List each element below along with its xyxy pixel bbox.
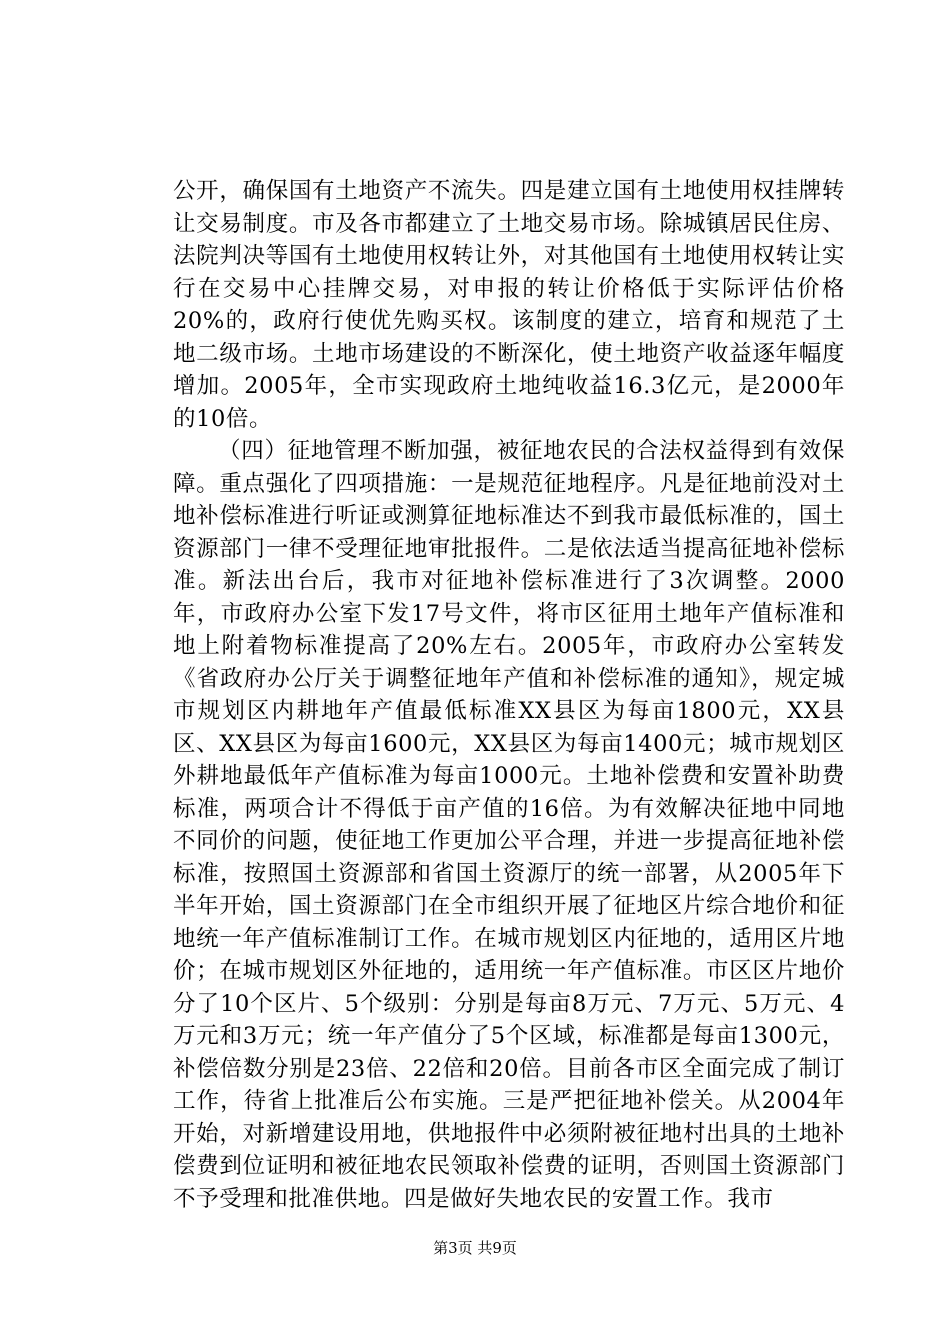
page-footer xyxy=(0,1238,950,1258)
paragraph-section-four: （四）征地管理不断加强，被征地农民的合法权益得到有效保障。重点强化了四项措施：一是规范征地程序。凡是征地前没对土地补偿标准进行听证或测算征地标准达不到我市最低标准的，国土资源部门一律不受理征地审批报件。二是依法适当提高征地补偿标准。新法出台后，我市对征地补偿标准进行了3次调整。2000年，市政府办公室下发17号文件，将市区征用土地年产值标准和地上附着物标准提高了20%左右。2005年，市政府办公室转发《省政府办公厅关于调整征地年产值和补偿标准的通知》，规定城市规划区内耕地年产值最低标准XX县区为每亩1800元，XX县区、XX县区为每亩1600元，XX县区为每亩1400元；城市规划区外耕地最低年产值标准为每亩1000元。土地补偿费和安置补助费标准，两项合计不得低于亩产值的16倍。为有效解决征地中同地不同价的问题，使征地工作更加公平合理，并进一步提高征地补偿标准，按照国土资源部和省国土资源厅的统一部署，从2005年下半年开始，国土资源部门在全市组织开展了征地区片综合地价和征地统一年产值标准制订工作。在城市规划区内征地的，适用区片地价；在城市规划区外征地的，适用统一年产值标准。市区区片地价分了10个区片、5个级别：分别是每亩8万元、7万元、5万元、4万元和3万元；统一年产值分了5个区域，标准都是每亩1300元，补偿倍数分别是23倍、22倍和20倍。目前各市区全面完成了制订工作，待省上批准后公布实施。三是严把征地补偿关。从2004年开始，对新增建设用地，供地报件中必须附被征地村出具的土地补偿费到位证明和被征地农民领取补偿费的证明，否则国土资源部门不予受理和批准供地。四是做好失地农民的安置工作。我市 xyxy=(173,438,845,1212)
body-text xyxy=(173,175,845,1215)
paragraph-continuation: 公开，确保国有土地资产不流失。四是建立国有土地使用权挂牌转让交易制度。市及各市都建立了土地交易市场。除城镇居民住房、法院判决等国有土地使用权转让外，对其他国有土地使用权转让实行在交易中心挂牌交易，对申报的转让价格低于实际评估价格20%的，政府行使优先购买权。该制度的建立，培育和规范了土地二级市场。土地市场建设的不断深化，使土地资产收益逐年幅度增加。2005年，全市实现政府土地纯收益16.3亿元，是2000年的10倍。 xyxy=(173,178,845,432)
page-number: 第3页 共9页 xyxy=(433,1239,517,1257)
